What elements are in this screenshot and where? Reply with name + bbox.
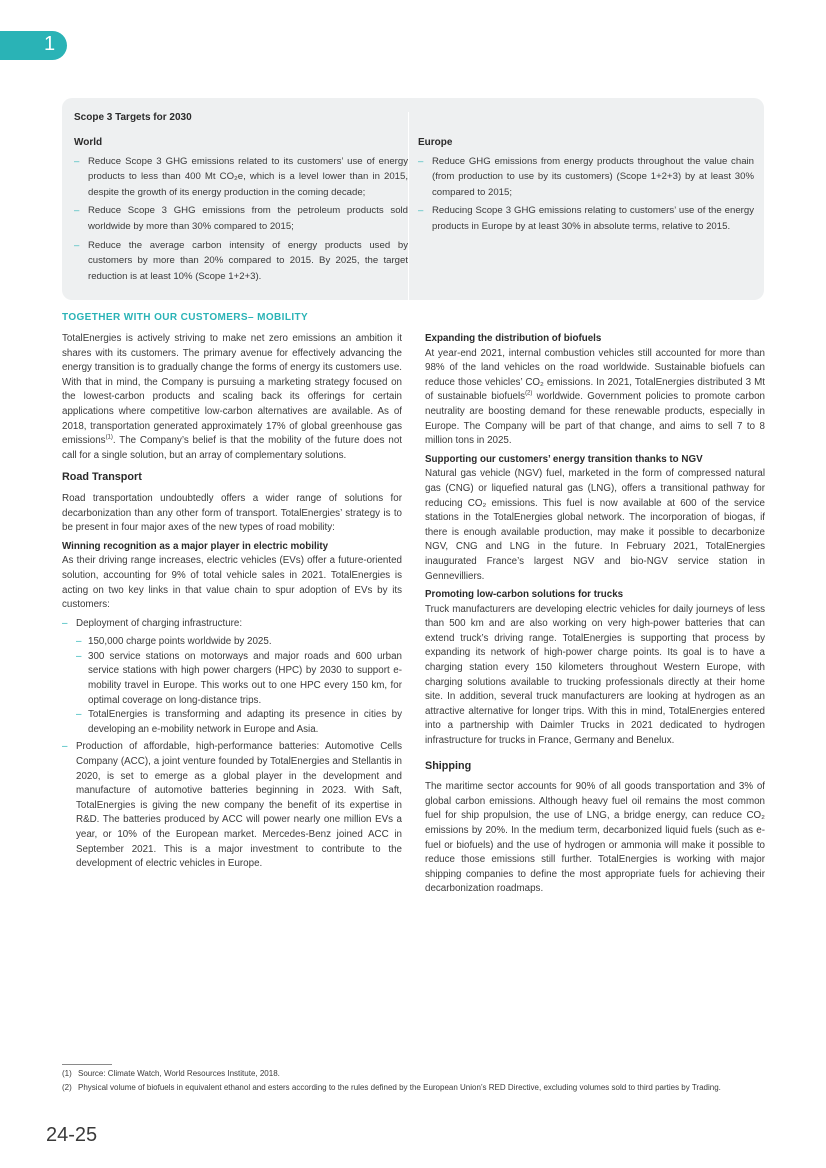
list-item: – Production of affordable, high-performance batteries: Automotive Cells Company (ACC), a joint venture founded by TotalEnergies and Stellantis in 2020, is set to emerge as a global player in the development and manufacture of automotive batteries beginning in 2023. With Saft, TotalEnergies is giving the new company the benefit of its expertise in R&D. The batteries produced by ACC will power nearly one million EVs a year, or 10% of the European market. Mercedes-Benz joined ACC in September 2021. This is a major investment to contribute to the development of electric vehicles in Europe. — [62, 740, 402, 871]
footnote-ref-2: (2) — [525, 391, 533, 398]
page-number: 24-25 — [46, 1124, 98, 1146]
footnote-number: (1) — [62, 1069, 72, 1078]
biofuels-paragraph — [425, 347, 765, 449]
footnote-divider — [62, 1064, 112, 1065]
intro-paragraph — [62, 332, 402, 463]
sub-list-item: – 150,000 charge points worldwide by 2025. — [76, 635, 402, 650]
ngv-heading: Supporting our customers’ energy transition thanks to NGV — [425, 453, 703, 465]
biofuels-text-a: At year-end 2021, internal combustion vehicles still accounted for more than 98% of the land vehicles on the road worldwide. Sustainable biofuels can reduce those vehicles’ CO₂ emissions. In 2021, TotalEnergies distributed 3 Mt of sustainable biofuels — [425, 347, 765, 403]
section-title: TOGETHER WITH OUR CUSTOMERS– MOBILITY — [62, 312, 309, 323]
footnote-text: Physical volume of biofuels in equivalent ethanol and esters according to the rules defined by the European Union’s RED Directive, excluding volumes sold to third parties by Trading. — [78, 1082, 721, 1092]
ngv-text: Natural gas vehicle (NGV) fuel, marketed in the form of compressed natural gas (CNG) or liquefied natural gas (LNG), offers a transitional pathway for reducing CO₂ emissions. This fuel is now available at 600 of the service stations in the TotalEnergies global network. The incorporation of biogas, if there is enough available production, may make it possible to decarbonize NGV, CNG and LNG in the future. In February 2021, TotalEnergies inaugurated France’s largest NGV and bio-NGV service station in Gennevilliers. — [425, 468, 765, 582]
biofuels-text-b: worldwide. Government policies to promote carbon neutrality are boosting demand for these renewable products, especially in Europe. The Company will be part of that change, and aims to sell 7 to 8 million tons in 2025. — [425, 391, 765, 447]
box-divider — [408, 112, 409, 300]
world-target-item: – Reduce the average carbon intensity of energy products used by customers by more than 20% compared to 2015. By 2025, the target reduction is at least 10% (Scope 1+2+3). — [74, 238, 408, 285]
footnote-number: (2) — [62, 1082, 72, 1092]
road-transport-text: Road transportation undoubtedly offers a wider range of solutions for decarbonization than any other form of transport. TotalEnergies’ strategy is to be present in four major axes of the new types of road mobility: — [62, 492, 402, 534]
intro-text-b: . The Company’s belief is that the mobility of the future does not call for a single solution, but an array of complementary solutions. — [62, 435, 402, 461]
ev-list — [62, 617, 402, 872]
sub-list-item: – TotalEnergies is transforming and adapting its presence in cities by developing an e-mobility network in Europe and Asia. — [76, 708, 402, 737]
shipping-heading: Shipping — [425, 759, 472, 772]
chapter-tab — [0, 31, 67, 60]
europe-target-item: – Reducing Scope 3 GHG emissions relating to customers’ use of the energy products in Europe by at least 30% in absolute terms, relative to 2015. — [418, 203, 754, 234]
trucks-text: Truck manufacturers are developing electric vehicles for daily journeys of less than 500 km and are also working on very high-power batteries that can extend truck’s driving range. TotalEnergies is supporting that process by expanding its network of high-power charge points. Its goal is to have a charging station every 150 kilometers throughout Western Europe, with charging solutions available to trucking professionals directly at their home site. In addition, several truck manufacturers are looking at hydrogen as an attractive alternative for longer trips. With this in mind, TotalEnergies entered into a partnership with Daimler Trucks in 2021 dedicated to hydrogen infrastructure for trucks in France, Germany and Benelux. — [425, 603, 765, 747]
road-transport-heading: Road Transport — [62, 471, 142, 484]
intro-text-a: TotalEnergies is actively striving to make net zero emissions an ambition it shares with its customers. The primary avenue for effectively advancing the energy transition is to gradually change the forms of energy its customers use. With that in mind, the Company is pursuing a marketing strategy focused on the lowest-carbon products and scaling back its offerings for certain applications where competitive low-carbon alternatives are available. As of 2018, transportation generated approximately 17% of global greenhouse gas emissions — [62, 333, 402, 447]
footnote-ref-1: (1) — [105, 434, 113, 441]
europe-target-item: – Reduce GHG emissions from energy products throughout the value chain (from production to use by its customers) (Scope 1+2+3) by at least 30% compared to 2015; — [418, 154, 754, 201]
world-column — [74, 135, 408, 287]
world-heading: World — [74, 137, 103, 148]
shipping-text: The maritime sector accounts for 90% of all goods transportation and 3% of global carbon emissions. Although heavy fuel oil remains the most common fuel for ship propulsion, the use of LNG, a bridge energy, can reduce CO₂ emissions by 20%. In the medium term, decarbonized liquid fuels (such as e-fuel or biofuels) and the use of hydrogen or ammonia will make it possible to reduce those emissions still further. TotalEnergies is working with major shipping companies to define the most appropriate fuels for achieving their decarbonization roadmaps. — [425, 781, 765, 895]
box-title: Scope 3 Targets for 2030 — [74, 112, 192, 123]
ev-heading: Winning recognition as a major player in electric mobility — [62, 540, 329, 552]
sub-list-item: – 300 service stations on motorways and major roads and 600 urban service stations with high power chargers (HPC) by 2030 to support e-mobility travel in Europe. This works out to one HPC every 150 km, for optimal coverage on long-distance trips. — [76, 650, 402, 708]
left-column — [62, 332, 402, 875]
infra-item-text: Deployment of charging infrastructure: — [76, 617, 243, 629]
footnote-text: Source: Climate Watch, World Resources Institute, 2018. — [78, 1069, 280, 1078]
footnote — [62, 1082, 764, 1094]
europe-heading: Europe — [418, 137, 453, 148]
footnotes — [62, 1068, 764, 1095]
trucks-heading: Promoting low-carbon solutions for trucks — [425, 589, 624, 601]
list-item — [62, 617, 402, 738]
ev-text: As their driving range increases, electric vehicles (EVs) offer a future-oriented solution, accounting for 9% of total vehicle sales in 2021. TotalEnergies is acting on two key links in that value chain to spur adoption of EVs by its customers: — [62, 555, 402, 611]
world-target-item: – Reduce Scope 3 GHG emissions from the petroleum products sold worldwide by more than 30% compared to 2015; — [74, 203, 408, 234]
biofuels-heading: Expanding the distribution of biofuels — [425, 333, 602, 344]
scope3-targets-box — [62, 98, 764, 300]
footnote — [62, 1068, 764, 1080]
world-target-item: – Reduce Scope 3 GHG emissions related to its customers’ use of energy products to less than 400 Mt CO₂e, which is a level lower than in 2015, despite the growth of its energy production in the coming decade; — [74, 154, 408, 201]
chapter-number: 1 — [44, 33, 56, 55]
right-column — [425, 332, 765, 901]
europe-column — [418, 135, 754, 238]
